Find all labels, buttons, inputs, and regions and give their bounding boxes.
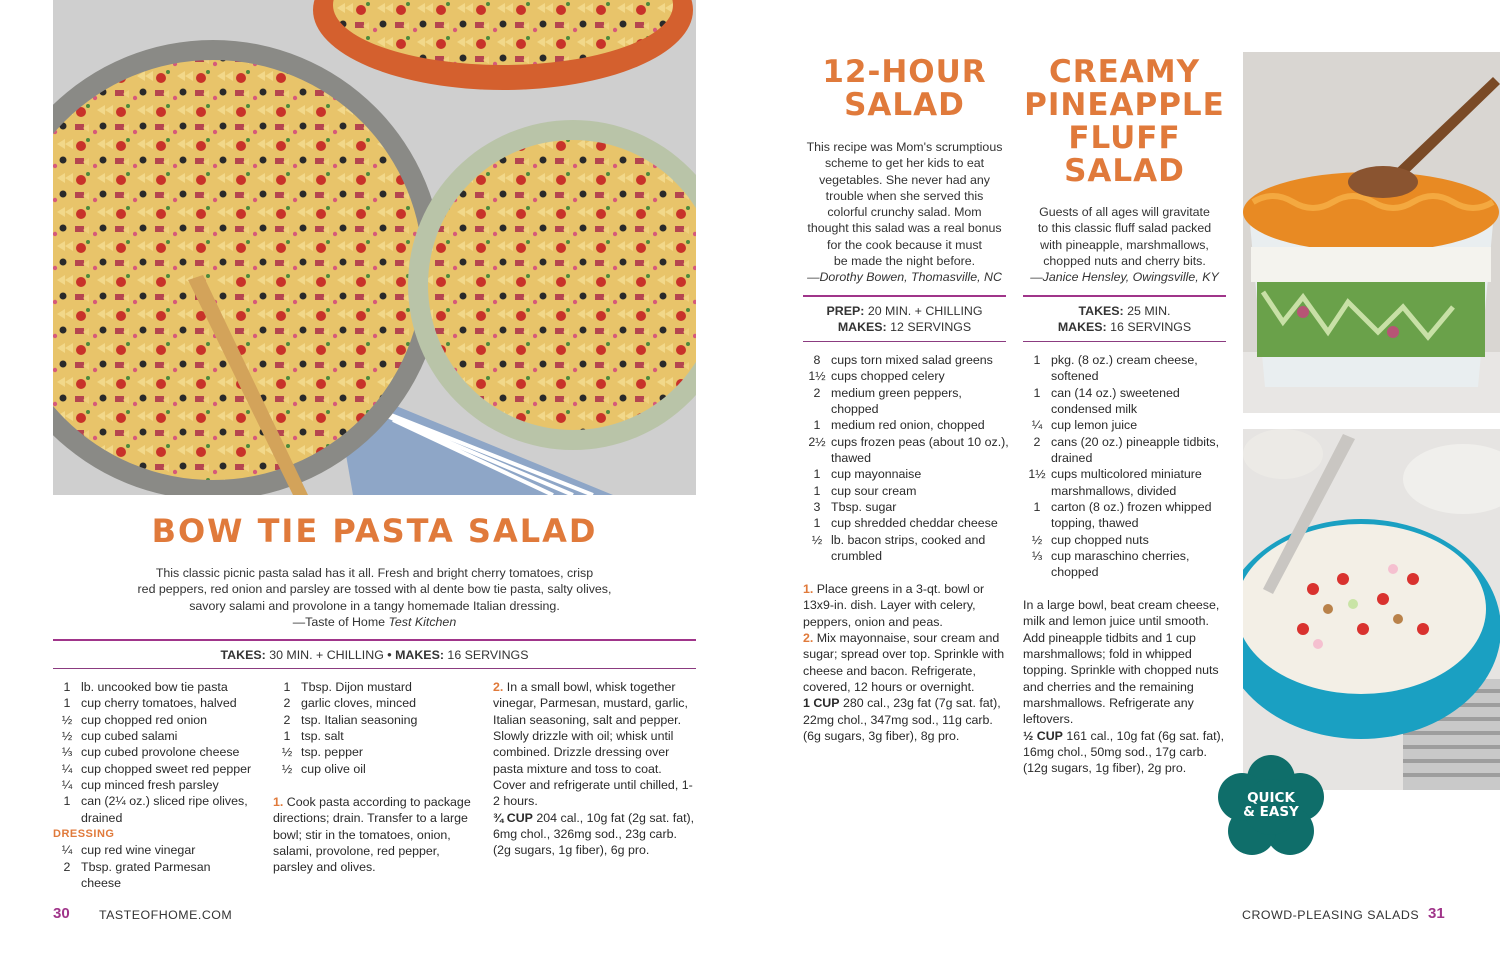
page-number-right: 31 — [1428, 905, 1445, 922]
intro-line: This recipe was Mom's scrumptious — [806, 140, 1003, 154]
ingredient-row — [53, 777, 268, 793]
divider — [803, 295, 1006, 297]
makes-label: MAKES: — [395, 648, 444, 662]
ingredient-qty: ½ — [61, 712, 73, 727]
ingredient-text: tsp. Italian seasoning — [301, 712, 418, 727]
ingredient-row — [53, 761, 268, 777]
ingredient-qty: ½ — [281, 745, 293, 760]
ingredient-row — [803, 368, 1011, 384]
intro-line: to this classic fluff salad packed — [1037, 221, 1212, 236]
title-line: FLUFF — [1068, 120, 1181, 156]
ingredient-qty: ¼ — [61, 843, 73, 858]
makes-line — [803, 319, 1006, 335]
bow-tie-step-1 — [273, 794, 478, 876]
ingredient-qty: 1 — [283, 680, 291, 694]
ingredient-text: crumbled — [831, 549, 882, 564]
ingredient-text: marshmallows, divided — [1051, 483, 1177, 498]
prep-label: PREP: — [826, 304, 865, 318]
step — [803, 581, 1009, 630]
ingredient-row — [53, 728, 268, 744]
quick-easy-label — [1216, 791, 1326, 819]
ingredient-qty: 2 — [283, 712, 291, 727]
ingredient-qty: 1 — [1033, 385, 1041, 400]
ingredient-row — [1023, 483, 1231, 499]
ingredient-row — [803, 499, 1011, 515]
intro-line: savory salami and provolone in a tangy homemade Italian dressing. — [189, 598, 560, 613]
divider — [1023, 341, 1226, 342]
makes-line — [1023, 319, 1226, 335]
step-number: 2. — [803, 631, 814, 646]
ingredient-row — [1023, 417, 1231, 433]
footer-right: CROWD-PLEASING SALADS — [1242, 908, 1420, 922]
recipe-credit — [53, 614, 696, 630]
ingredient-text: cup minced fresh parsley — [81, 778, 219, 793]
ingredient-text: cup sour cream — [831, 483, 917, 498]
ingredient-text: topping, thawed — [1051, 516, 1139, 531]
ingredient-text: cups multicolored miniature — [1051, 467, 1202, 482]
ingredient-qty: ⅓ — [61, 745, 73, 760]
ingredient-row — [803, 450, 1011, 466]
ingredient-text: cups chopped celery — [831, 369, 945, 384]
ingredient-row — [1023, 515, 1231, 531]
ingredient-text: chopped — [1051, 565, 1099, 580]
ingredient-qty: 2 — [813, 385, 821, 400]
ingredient-qty: 1 — [813, 418, 821, 433]
ingredient-text: cup red wine vinegar — [81, 843, 196, 858]
ingredient-qty: 3 — [813, 500, 821, 515]
nutrition-label: ¾ CUP — [493, 810, 533, 825]
badge-line: QUICK — [1247, 790, 1295, 806]
step-number: 2. — [493, 680, 504, 694]
nutrition-facts — [493, 810, 696, 859]
ingredient-text: cup shredded cheddar cheese — [831, 516, 998, 531]
intro-line: red peppers, red onion and parsley are tossed with al dente bow tie pasta, salty olives, — [137, 582, 612, 597]
credit-italic: Test Kitchen — [388, 614, 457, 629]
ingredient-row — [53, 859, 268, 875]
intro-line: chopped nuts and cherry bits. — [1043, 253, 1206, 268]
intro-line: Guests of all ages will gravitate — [1039, 205, 1210, 219]
nutrition-label: 1 CUP — [803, 696, 840, 711]
nutrition-text: 161 cal., 10g fat (6g sat. fat), 16mg chol., 50mg sod., 17g carb. (12g sugars, 1g fiber), 2g pro. — [1023, 728, 1225, 776]
twelve-hour-intro — [798, 139, 1011, 286]
step-text: Place greens in a 3-qt. bowl or 13x9-in. dish. Layer with celery, peppers, onion and peas. — [803, 582, 985, 629]
footer-left: TASTEOFHOME.COM — [99, 908, 233, 922]
ingredient-qty: 8 — [813, 353, 821, 367]
ingredient-text: carton (8 oz.) frozen whipped — [1051, 500, 1212, 515]
bow-tie-ingredients-col1 — [53, 679, 268, 891]
ingredient-text: tsp. pepper — [301, 745, 363, 760]
ingredient-text: can (2¼ oz.) sliced ripe olives, — [81, 794, 248, 809]
pineapple-fluff-ingredients — [1023, 352, 1231, 581]
step-text: Cook pasta according to package directions; drain. Transfer to a large bowl; stir in the tomatoes, onion, salami, provolone, red pepper, parsley and olives. — [273, 795, 471, 875]
ingredient-row — [1023, 401, 1231, 417]
ingredient-text: cup lemon juice — [1051, 418, 1138, 433]
ingredient-row — [803, 532, 1011, 548]
ingredient-qty — [53, 875, 81, 891]
ingredient-row — [53, 679, 268, 695]
nutrition-facts — [803, 695, 1009, 744]
ingredient-text: cups torn mixed salad greens — [831, 353, 993, 367]
ingredient-text: tsp. salt — [301, 729, 344, 744]
ingredient-qty: 1 — [813, 467, 821, 482]
pineapple-fluff-photo — [1243, 429, 1500, 790]
page-number-left: 30 — [53, 905, 70, 922]
ingredient-qty — [1023, 564, 1051, 580]
ingredient-row — [803, 385, 1011, 401]
pineapple-fluff-directions — [1023, 597, 1229, 777]
title-line: 12-HOUR — [822, 54, 987, 90]
ingredient-row — [803, 352, 1011, 368]
ingredient-text: lb. uncooked bow tie pasta — [81, 680, 228, 694]
ingredient-qty: ¼ — [61, 761, 73, 776]
ingredient-row — [1023, 385, 1231, 401]
intro-line: scheme to get her kids to eat — [824, 156, 985, 171]
ingredient-text: lb. bacon strips, cooked and — [831, 532, 986, 547]
ingredient-text: softened — [1051, 369, 1099, 384]
ingredient-qty: 1 — [283, 729, 291, 744]
ingredient-qty: ¼ — [1031, 418, 1043, 433]
step-number: 1. — [803, 582, 814, 596]
ingredient-row — [273, 712, 478, 728]
ingredient-text: cup chopped nuts — [1051, 532, 1149, 547]
twelve-hour-ingredients — [803, 352, 1011, 564]
step-text: In a small bowl, whisk together vinegar, Parmesan, mustard, garlic, Italian seasoning, salt and pepper. Slowly drizzle with oil; whisk until combined. Drizzle dressing over pasta mixture and toss to coat. Cover and refrigerate until chilled, 1-2 hours. — [493, 680, 693, 809]
takes-value: 25 MIN. — [1127, 304, 1171, 318]
makes-value: 16 SERVINGS — [447, 648, 529, 662]
ingredient-row — [803, 548, 1011, 564]
divider — [1023, 295, 1226, 297]
step-text: Mix mayonnaise, sour cream and sugar; spread over top. Sprinkle with cheese and bacon. Refrigerate, covered, 12 hours or overnight. — [803, 631, 1005, 695]
ingredient-row — [803, 466, 1011, 482]
ingredient-text: can (14 oz.) sweetened — [1051, 385, 1180, 400]
ingredient-qty: 1 — [63, 680, 71, 694]
title-line: SALAD — [844, 87, 965, 123]
ingredient-qty: 2 — [1033, 434, 1041, 449]
ingredient-qty: 1 — [1033, 353, 1041, 367]
ingredient-row — [273, 761, 478, 777]
ingredient-row — [1023, 564, 1231, 580]
bow-tie-title: BOW TIE PASTA SALAD — [151, 512, 598, 550]
pineapple-fluff-meta — [1023, 303, 1226, 336]
takes-label: TAKES: — [1078, 304, 1124, 318]
ingredient-text: medium green peppers, — [831, 385, 962, 400]
ingredient-row — [53, 695, 268, 711]
prep-line — [803, 303, 1006, 319]
makes-value: 12 SERVINGS — [890, 320, 972, 335]
ingredient-qty — [1023, 483, 1051, 499]
ingredient-qty: 2 — [283, 696, 291, 711]
step-text: In a large bowl, beat cream cheese, milk and lemon juice until smooth. Add pineapple tidbits and 1 cup marshmallows; fold in whipped topping. Sprinkle with chopped nuts and cherries and the remaining marshmallows. Refrigerate any leftovers. — [1023, 598, 1220, 727]
ingredient-row — [1023, 532, 1231, 548]
ingredient-qty: 1½ — [1028, 467, 1046, 482]
ingredient-row — [53, 744, 268, 760]
ingredient-qty: 1 — [1033, 500, 1041, 515]
step — [803, 630, 1009, 695]
divider — [53, 639, 696, 641]
ingredient-text: drained — [81, 810, 123, 825]
ingredient-row — [1023, 368, 1231, 384]
ingredient-text: garlic cloves, minced — [301, 696, 417, 711]
ingredient-text: Tbsp. Dijon mustard — [301, 680, 412, 694]
ingredient-row — [803, 515, 1011, 531]
ingredient-row — [1023, 466, 1231, 482]
makes-value: 16 SERVINGS — [1110, 320, 1192, 335]
ingredient-qty: ½ — [61, 729, 73, 744]
ingredient-text: cup chopped red onion — [81, 712, 208, 727]
twelve-hour-title — [803, 56, 1006, 122]
badge-line: & EASY — [1243, 804, 1299, 820]
nutrition-facts — [1023, 728, 1229, 777]
takes-label: TAKES: — [220, 648, 266, 662]
takes-value: 30 MIN. + CHILLING — [269, 648, 384, 662]
ingredient-qty: 1 — [63, 794, 71, 809]
ingredient-qty: ½ — [281, 761, 293, 776]
ingredient-row — [53, 842, 268, 858]
bullet: • — [387, 648, 392, 662]
ingredient-qty: 2½ — [808, 434, 826, 449]
title-line: PINEAPPLE — [1024, 87, 1225, 123]
credit-prefix: —Taste of Home — [292, 614, 389, 629]
ingredient-row — [273, 728, 478, 744]
ingredient-text: thawed — [831, 451, 871, 466]
ingredient-row — [1023, 548, 1231, 564]
ingredient-row — [1023, 450, 1231, 466]
ingredient-row — [803, 417, 1011, 433]
ingredient-row — [273, 679, 478, 695]
twelve-hour-meta — [803, 303, 1006, 336]
pineapple-fluff-title — [1018, 56, 1231, 188]
ingredient-row — [53, 810, 268, 826]
ingredient-qty: ½ — [1031, 532, 1043, 547]
twelve-hour-salad-photo — [1243, 52, 1500, 413]
ingredient-row — [1023, 352, 1231, 368]
ingredient-qty — [1023, 368, 1051, 384]
ingredient-qty — [1023, 401, 1051, 417]
bow-tie-intro — [53, 565, 696, 630]
makes-label: MAKES: — [1057, 320, 1107, 335]
ingredient-row — [803, 401, 1011, 417]
ingredient-qty: ¼ — [61, 778, 73, 793]
ingredient-text: cup cubed salami — [81, 729, 178, 744]
intro-line: trouble when she served this — [825, 188, 984, 203]
ingredient-qty: ⅓ — [1031, 549, 1043, 564]
ingredient-text: cup maraschino cherries, — [1051, 549, 1190, 564]
takes-line — [1023, 303, 1226, 319]
ingredient-text: cup cherry tomatoes, halved — [81, 696, 237, 711]
ingredient-qty — [803, 401, 831, 417]
ingredient-text: condensed milk — [1051, 402, 1138, 417]
divider — [53, 668, 696, 669]
title-line: SALAD — [1064, 153, 1185, 189]
nutrition-text: 204 cal., 10g fat (2g sat. fat), 6mg chol., 326mg sod., 23g carb. (2g sugars, 1g fiber), 6g pro. — [493, 810, 695, 858]
ingredient-row — [1023, 434, 1231, 450]
title-line: CREAMY — [1048, 54, 1201, 90]
nutrition-text: 280 cal., 23g fat (7g sat. fat), 22mg chol., 347mg sod., 11g carb. (6g sugars, 3g fiber), 8g pro. — [803, 696, 1001, 744]
step-number: 1. — [273, 795, 284, 809]
ingredient-row — [53, 793, 268, 809]
ingredient-text: Tbsp. sugar — [831, 500, 897, 515]
ingredient-qty: 1 — [63, 696, 71, 711]
bow-tie-pasta-photo — [53, 0, 696, 495]
ingredient-row — [273, 695, 478, 711]
dressing-subheading: DRESSING — [53, 828, 115, 841]
ingredient-qty: 1 — [813, 483, 821, 498]
divider — [803, 341, 1006, 342]
ingredient-text: Tbsp. grated Parmesan — [81, 859, 211, 874]
ingredient-row — [803, 483, 1011, 499]
ingredient-text: medium red onion, chopped — [831, 418, 985, 433]
bow-tie-step-2 — [493, 679, 696, 859]
ingredient-text: chopped — [831, 402, 879, 417]
ingredient-text: pkg. (8 oz.) cream cheese, — [1051, 353, 1198, 367]
ingredient-text: cans (20 oz.) pineapple tidbits, — [1051, 434, 1220, 449]
ingredient-qty: 1 — [813, 516, 821, 531]
nutrition-label: ½ CUP — [1023, 728, 1063, 743]
intro-line: vegetables. She never had any — [819, 172, 990, 187]
pineapple-fluff-intro — [1018, 204, 1231, 285]
ingredient-text: cup cubed provolone cheese — [81, 745, 240, 760]
ingredient-row — [53, 712, 268, 728]
bow-tie-meta — [53, 647, 696, 663]
ingredient-qty — [1023, 515, 1051, 531]
ingredient-text: cup chopped sweet red pepper — [81, 761, 252, 776]
ingredient-row — [273, 744, 478, 760]
intro-line: for the cook because it must — [827, 237, 982, 252]
ingredient-qty — [803, 548, 831, 564]
ingredient-text: cup mayonnaise — [831, 467, 922, 482]
ingredient-row — [1023, 499, 1231, 515]
ingredient-qty — [803, 450, 831, 466]
intro-line: thought this salad was a real bonus — [807, 221, 1002, 236]
ingredient-text: cheese — [81, 876, 121, 891]
ingredient-qty — [53, 810, 81, 826]
ingredient-text: cups frozen peas (about 10 oz.), — [831, 434, 1009, 449]
intro-line: colorful crunchy salad. Mom — [827, 205, 982, 220]
ingredient-qty: ½ — [811, 532, 823, 547]
bow-tie-ingredients-col2 — [273, 679, 478, 777]
ingredient-text: cup olive oil — [301, 761, 366, 776]
intro-line: This classic picnic pasta salad has it all. Fresh and bright cherry tomatoes, crisp — [155, 566, 594, 580]
ingredient-qty — [1023, 450, 1051, 466]
recipe-credit: —Janice Hensley, Owingsville, KY — [1030, 270, 1219, 285]
makes-label: MAKES: — [837, 320, 887, 335]
ingredient-text: drained — [1051, 451, 1093, 466]
ingredient-qty: 1½ — [808, 369, 826, 384]
ingredient-row — [803, 434, 1011, 450]
ingredient-row — [53, 875, 268, 891]
intro-line: with pineapple, marshmallows, — [1040, 237, 1209, 252]
prep-value: 20 MIN. + CHILLING — [867, 304, 983, 318]
ingredient-qty: 2 — [63, 859, 71, 874]
intro-line: be made the night before. — [833, 254, 976, 269]
recipe-credit: —Dorothy Bowen, Thomasville, NC — [807, 270, 1002, 285]
twelve-hour-directions — [803, 581, 1009, 744]
